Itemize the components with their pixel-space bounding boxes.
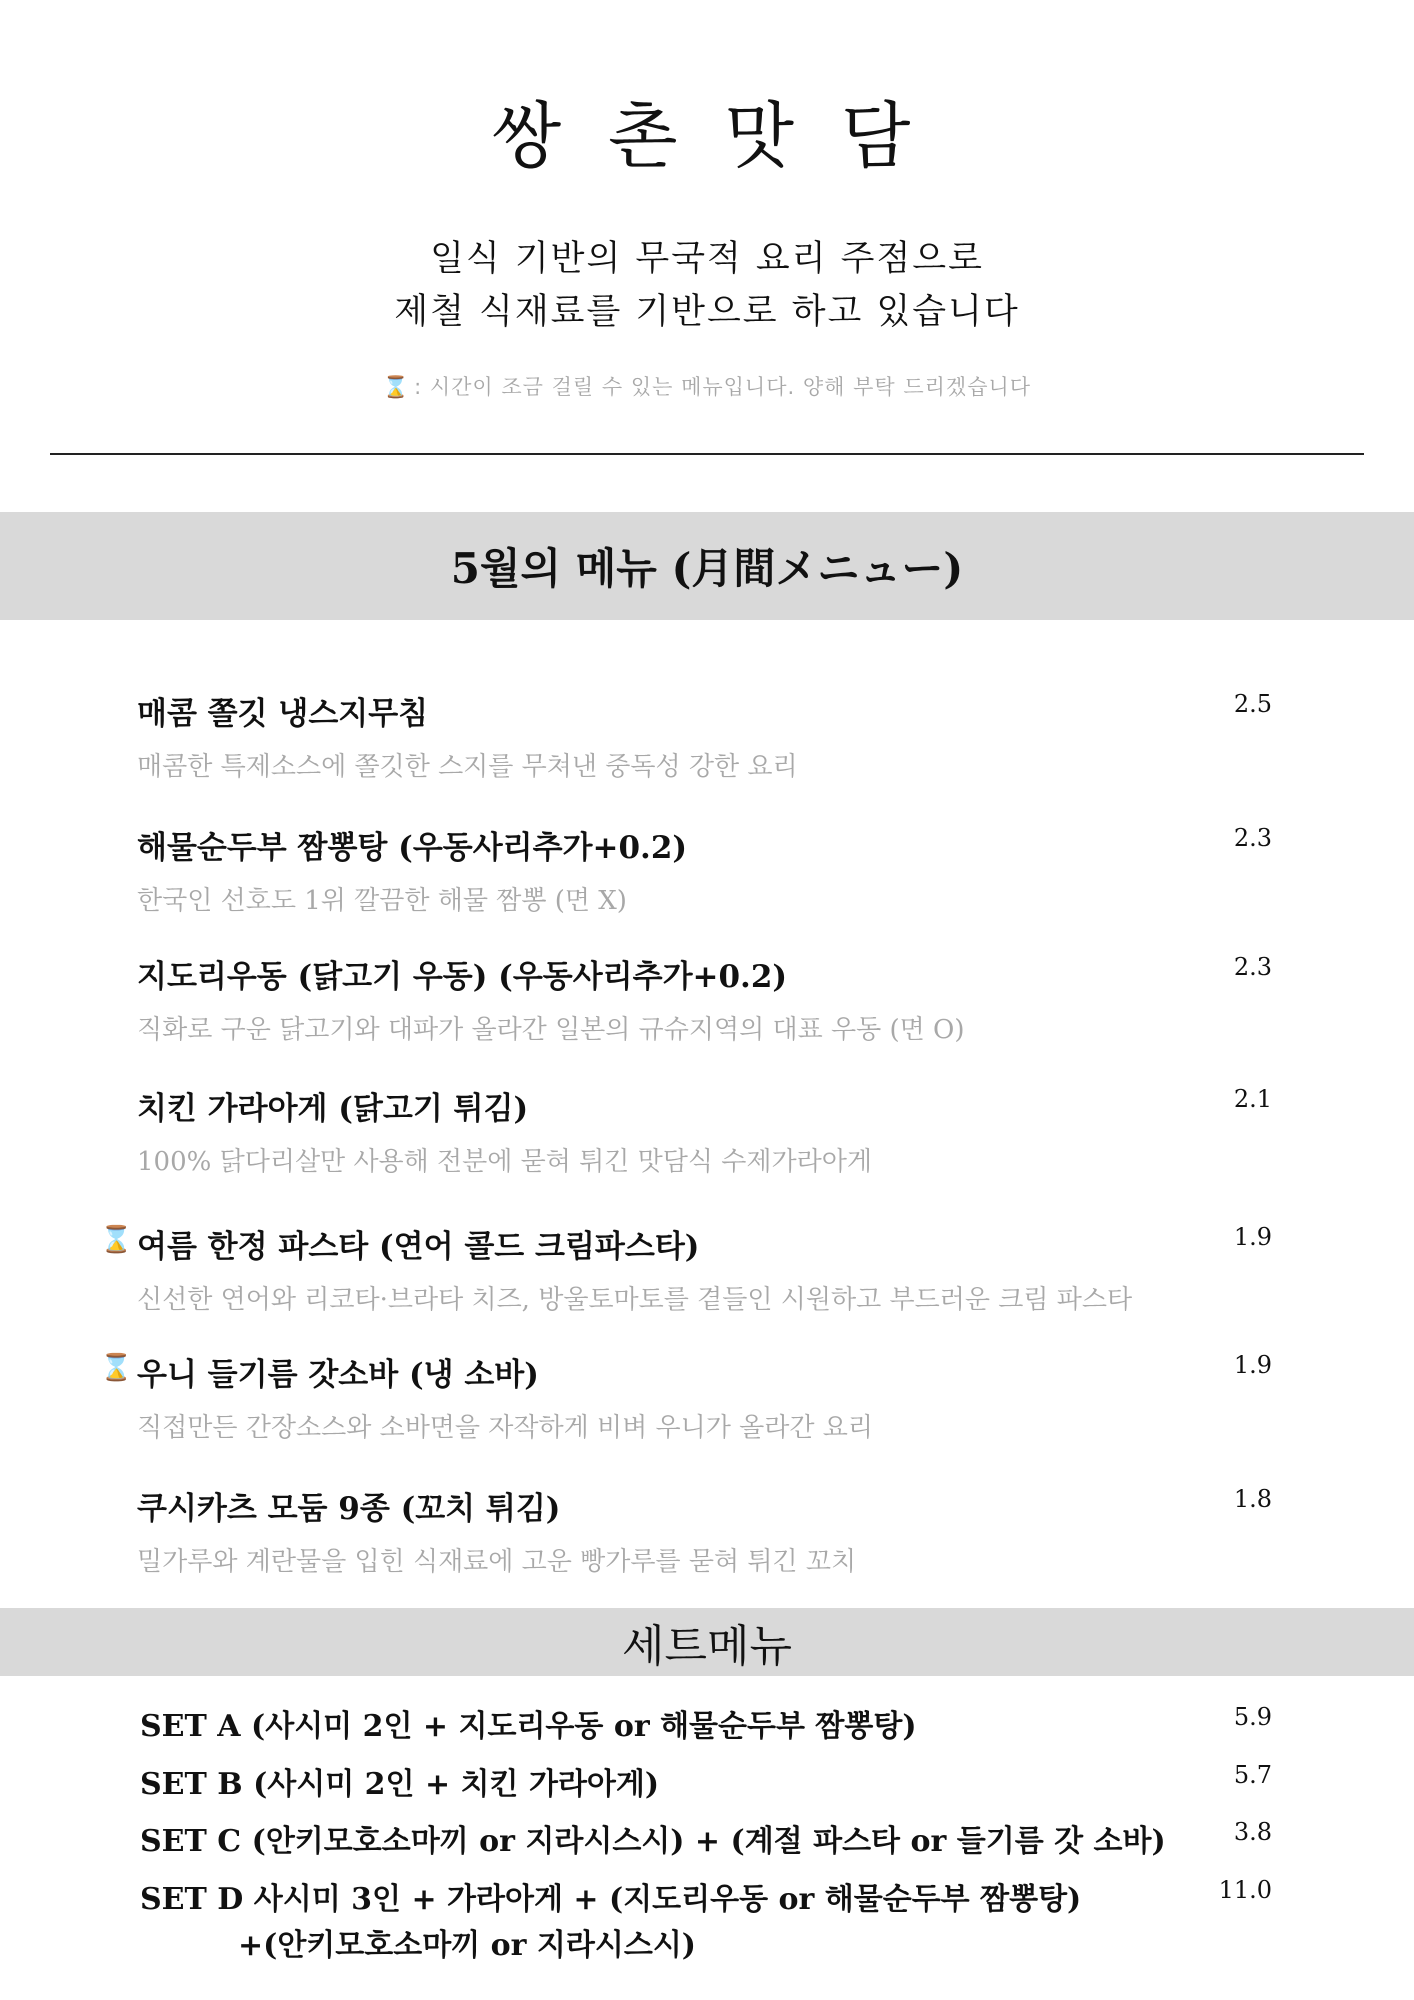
set-menu-name: SET D 사시미 3인 + 가라아게 + (지도리우동 or 해물순두부 짬뽕탕) bbox=[140, 1882, 1082, 1917]
restaurant-title: 쌍 촌 맛 담 bbox=[491, 94, 923, 178]
menu-item-price: 2.3 bbox=[1233, 953, 1272, 981]
menu-item bbox=[0, 688, 1414, 798]
menu-item-price: 1.9 bbox=[1233, 1351, 1272, 1379]
menu-item-name: 지도리우동 (닭고기 우동) (우동사리추가+0.2) bbox=[137, 959, 788, 995]
menu-item-price: 2.5 bbox=[1233, 690, 1272, 718]
set-menu-banner bbox=[0, 1608, 1414, 1676]
menu-item bbox=[0, 822, 1414, 932]
monthly-menu-heading: 5월의 메뉴 (月間メニュー) bbox=[450, 544, 964, 593]
menu-item-price: 1.8 bbox=[1233, 1485, 1272, 1513]
set-menu-name-continuation: +(안키모호소마끼 or 지라시스시) bbox=[238, 1928, 696, 1963]
menu-item-description: 직접만든 간장소스와 소바면을 자작하게 비벼 우니가 올라간 요리 bbox=[137, 1413, 873, 1443]
menu-item-name: 쿠시카츠 모둠 9종 (꼬치 튀김) bbox=[137, 1491, 561, 1527]
wait-time-note-text: : 시간이 조금 걸릴 수 있는 메뉴입니다. 양해 부탁 드리겠습니다 bbox=[414, 375, 1032, 399]
hourglass-icon: ⌛ bbox=[100, 1225, 133, 1255]
menu-item-description: 밀가루와 계란물을 입힌 식재료에 고운 빵가루를 묻혀 튀긴 꼬치 bbox=[137, 1547, 857, 1577]
set-menu-name: SET C (안키모호소마끼 or 지라시스시) + (계절 파스타 or 들기름 갓 소바) bbox=[140, 1824, 1166, 1859]
header-divider bbox=[50, 453, 1364, 455]
monthly-menu-banner bbox=[0, 512, 1414, 620]
menu-item-description: 매콤한 특제소스에 쫄깃한 스지를 무쳐낸 중독성 강한 요리 bbox=[137, 752, 798, 782]
menu-item-description: 한국인 선호도 1위 깔끔한 해물 짬뽕 (면 X) bbox=[137, 886, 627, 916]
menu-item-name: 여름 한정 파스타 (연어 콜드 크림파스타) bbox=[137, 1229, 700, 1265]
set-menu-price: 5.7 bbox=[1233, 1761, 1272, 1789]
menu-item-name: 치킨 가라아게 (닭고기 튀김) bbox=[137, 1091, 529, 1127]
set-menu-heading: 세트메뉴 bbox=[621, 1621, 792, 1672]
hourglass-icon: ⌛ bbox=[100, 1353, 133, 1383]
set-menu-price: 5.9 bbox=[1233, 1703, 1272, 1731]
menu-item bbox=[0, 1083, 1414, 1193]
menu-item-price: 2.1 bbox=[1233, 1085, 1272, 1113]
set-menu-name: SET B (사시미 2인 + 치킨 가라아게) bbox=[140, 1767, 660, 1802]
menu-item bbox=[0, 951, 1414, 1061]
menu-item-name: 매콤 쫄깃 냉스지무침 bbox=[137, 696, 429, 732]
set-menu-price: 3.8 bbox=[1233, 1818, 1272, 1846]
hourglass-icon: ⌛ bbox=[382, 375, 411, 399]
menu-item-description: 신선한 연어와 리코타·브라타 치즈, 방울토마토를 곁들인 시원하고 부드러운 크림 파스타 bbox=[137, 1285, 1133, 1315]
menu-item bbox=[0, 1221, 1414, 1331]
wait-time-note bbox=[0, 371, 1414, 401]
menu-item-price: 2.3 bbox=[1233, 824, 1272, 852]
menu-item-name: 해물순두부 짬뽕탕 (우동사리추가+0.2) bbox=[137, 830, 688, 866]
intro-line-2: 제철 식재료를 기반으로 하고 있습니다 bbox=[394, 292, 1020, 332]
menu-item bbox=[0, 1483, 1414, 1593]
menu-item-price: 1.9 bbox=[1233, 1223, 1272, 1251]
menu-item-description: 직화로 구운 닭고기와 대파가 올라간 일본의 규슈지역의 대표 우동 (면 O) bbox=[137, 1015, 965, 1045]
intro-line-1: 일식 기반의 무국적 요리 주점으로 bbox=[430, 239, 984, 279]
menu-item bbox=[0, 1349, 1414, 1459]
menu-item-description: 100% 닭다리살만 사용해 전분에 묻혀 튀긴 맛담식 수제가라아게 bbox=[137, 1147, 872, 1177]
menu-item-name: 우니 들기름 갓소바 (냉 소바) bbox=[137, 1357, 539, 1393]
set-menu-price: 11.0 bbox=[1218, 1876, 1272, 1904]
set-menu-name: SET A (사시미 2인 + 지도리우동 or 해물순두부 짬뽕탕) bbox=[140, 1709, 917, 1744]
